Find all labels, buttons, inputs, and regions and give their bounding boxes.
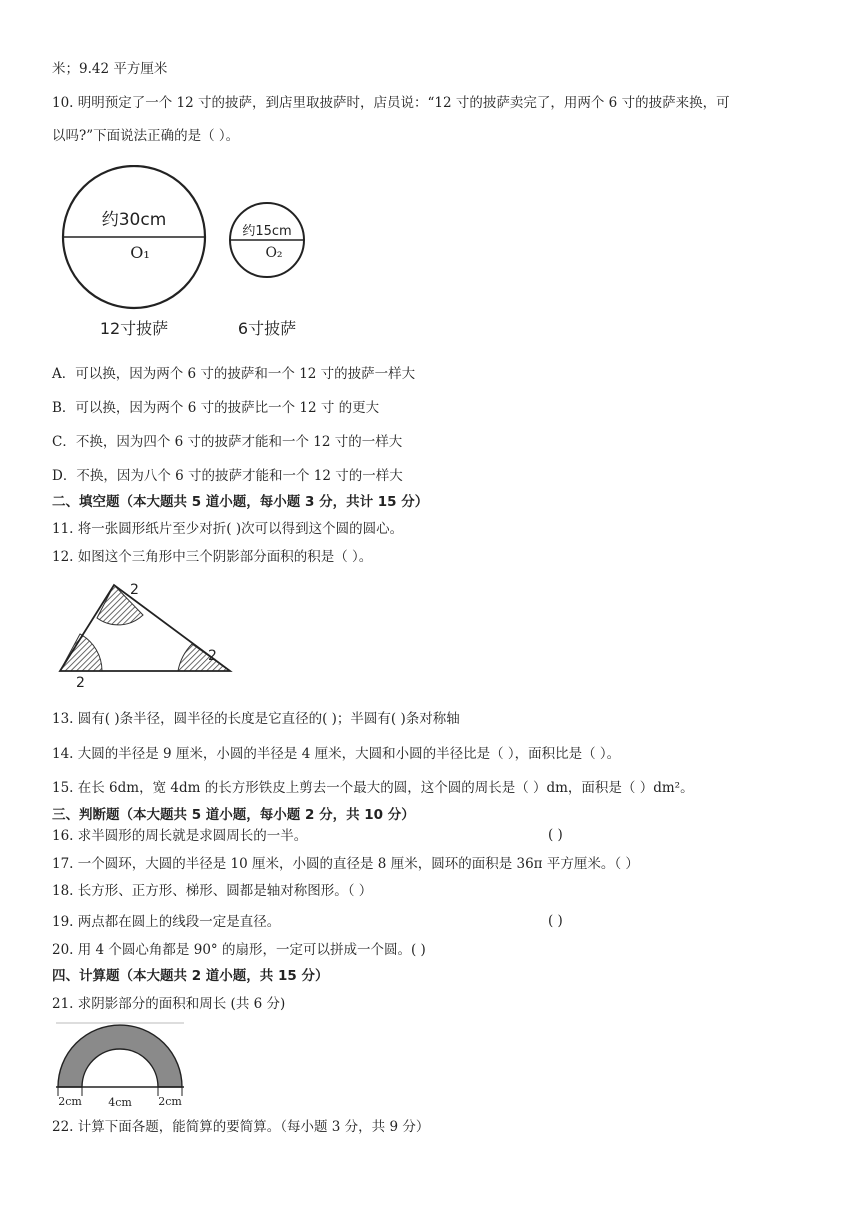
- arch-figure: [52, 1020, 192, 1112]
- section-2-heading: 二、填空题（本大题共 5 道小题，每小题 3 分，共计 15 分）: [52, 494, 429, 510]
- option-a[interactable]: A．可以换，因为两个 6 寸的披萨和一个 12 寸的披萨一样大: [52, 366, 416, 382]
- pizza-6-caption: 6寸披萨: [237, 319, 297, 338]
- section-4-heading: 四、计算题（本大题共 2 道小题，共 15 分）: [52, 968, 329, 984]
- question-19-answer-blank[interactable]: ( ): [548, 913, 563, 929]
- question-15: 15. 在长 6dm，宽 4dm 的长方形铁皮上剪去一个最大的圆，这个圆的周长是（ ）dm，面积是（ ）dm²。: [52, 780, 694, 796]
- question-18: 18. 长方形、正方形、梯形、圆都是轴对称图形。（ ）: [52, 883, 373, 899]
- arch-label-right: 2cm: [158, 1095, 182, 1108]
- triangle-label-right: 2: [208, 648, 217, 664]
- option-d[interactable]: D．不换，因为八个 6 寸的披萨才能和一个 12 寸的一样大: [52, 468, 403, 484]
- option-c[interactable]: C．不换，因为四个 6 寸的披萨才能和一个 12 寸的一样大: [52, 434, 403, 450]
- question-19: 19. 两点都在圆上的线段一定是直径。: [52, 914, 281, 930]
- triangle-label-top: 2: [130, 582, 139, 598]
- shaded-sector-bottom-left: [60, 634, 102, 671]
- pizza-6-center-label: O₂: [265, 245, 283, 261]
- question-16-answer-blank[interactable]: ( ): [548, 827, 563, 843]
- answer-fragment: 米；9.42 平方厘米: [52, 61, 168, 77]
- question-10-line-1: 10. 明明预定了一个 12 寸的披萨，到店里取披萨时，店员说：“12 寸的披萨卖完了，用两个 6 寸的披萨来换，可: [52, 95, 730, 111]
- arch-label-left: 2cm: [58, 1095, 82, 1108]
- pizza-figure: [52, 165, 322, 345]
- question-10-line-2: 以吗?”下面说法正确的是（ ）。: [52, 128, 240, 144]
- question-13: 13. 圆有( )条半径，圆半径的长度是它直径的( )；半圆有( )条对称轴: [52, 711, 460, 727]
- option-b[interactable]: B．可以换，因为两个 6 寸的披萨比一个 12 寸 的更大: [52, 400, 380, 416]
- section-3-heading: 三、判断题（本大题共 5 道小题，每小题 2 分，共 10 分）: [52, 807, 415, 823]
- pizza-12-center-label: O₁: [130, 243, 150, 262]
- question-17: 17. 一个圆环，大圆的半径是 10 厘米，小圆的直径是 8 厘米，圆环的面积是 36π 平方厘米。（ ）: [52, 856, 639, 872]
- question-20: 20. 用 4 个圆心角都是 90° 的扇形，一定可以拼成一个圆。( ): [52, 942, 426, 958]
- question-21: 21. 求阴影部分的面积和周长 (共 6 分): [52, 996, 286, 1012]
- arch-label-middle: 4cm: [108, 1096, 132, 1109]
- pizza-12-caption: 12寸披萨: [99, 319, 169, 338]
- pizza-6-diameter-label: 约15cm: [242, 224, 292, 239]
- question-11: 11. 将一张圆形纸片至少对折( )次可以得到这个圆的圆心。: [52, 521, 404, 537]
- triangle-figure: [52, 576, 242, 692]
- question-16: 16. 求半圆形的周长就是求圆周长的一半。: [52, 828, 308, 844]
- question-12: 12. 如图这个三角形中三个阴影部分面积的积是（ ）。: [52, 549, 373, 565]
- question-22: 22. 计算下面各题，能简算的要简算。（每小题 3 分，共 9 分）: [52, 1119, 430, 1135]
- pizza-12-diameter-label: 约30cm: [101, 210, 167, 230]
- arch-shaded-area: [58, 1025, 182, 1087]
- question-14: 14. 大圆的半径是 9 厘米，小圆的半径是 4 厘米，大圆和小圆的半径比是（ ），面积比是（ ）。: [52, 746, 621, 762]
- triangle-label-bottom: 2: [76, 675, 85, 691]
- shaded-sector-right: [178, 644, 230, 671]
